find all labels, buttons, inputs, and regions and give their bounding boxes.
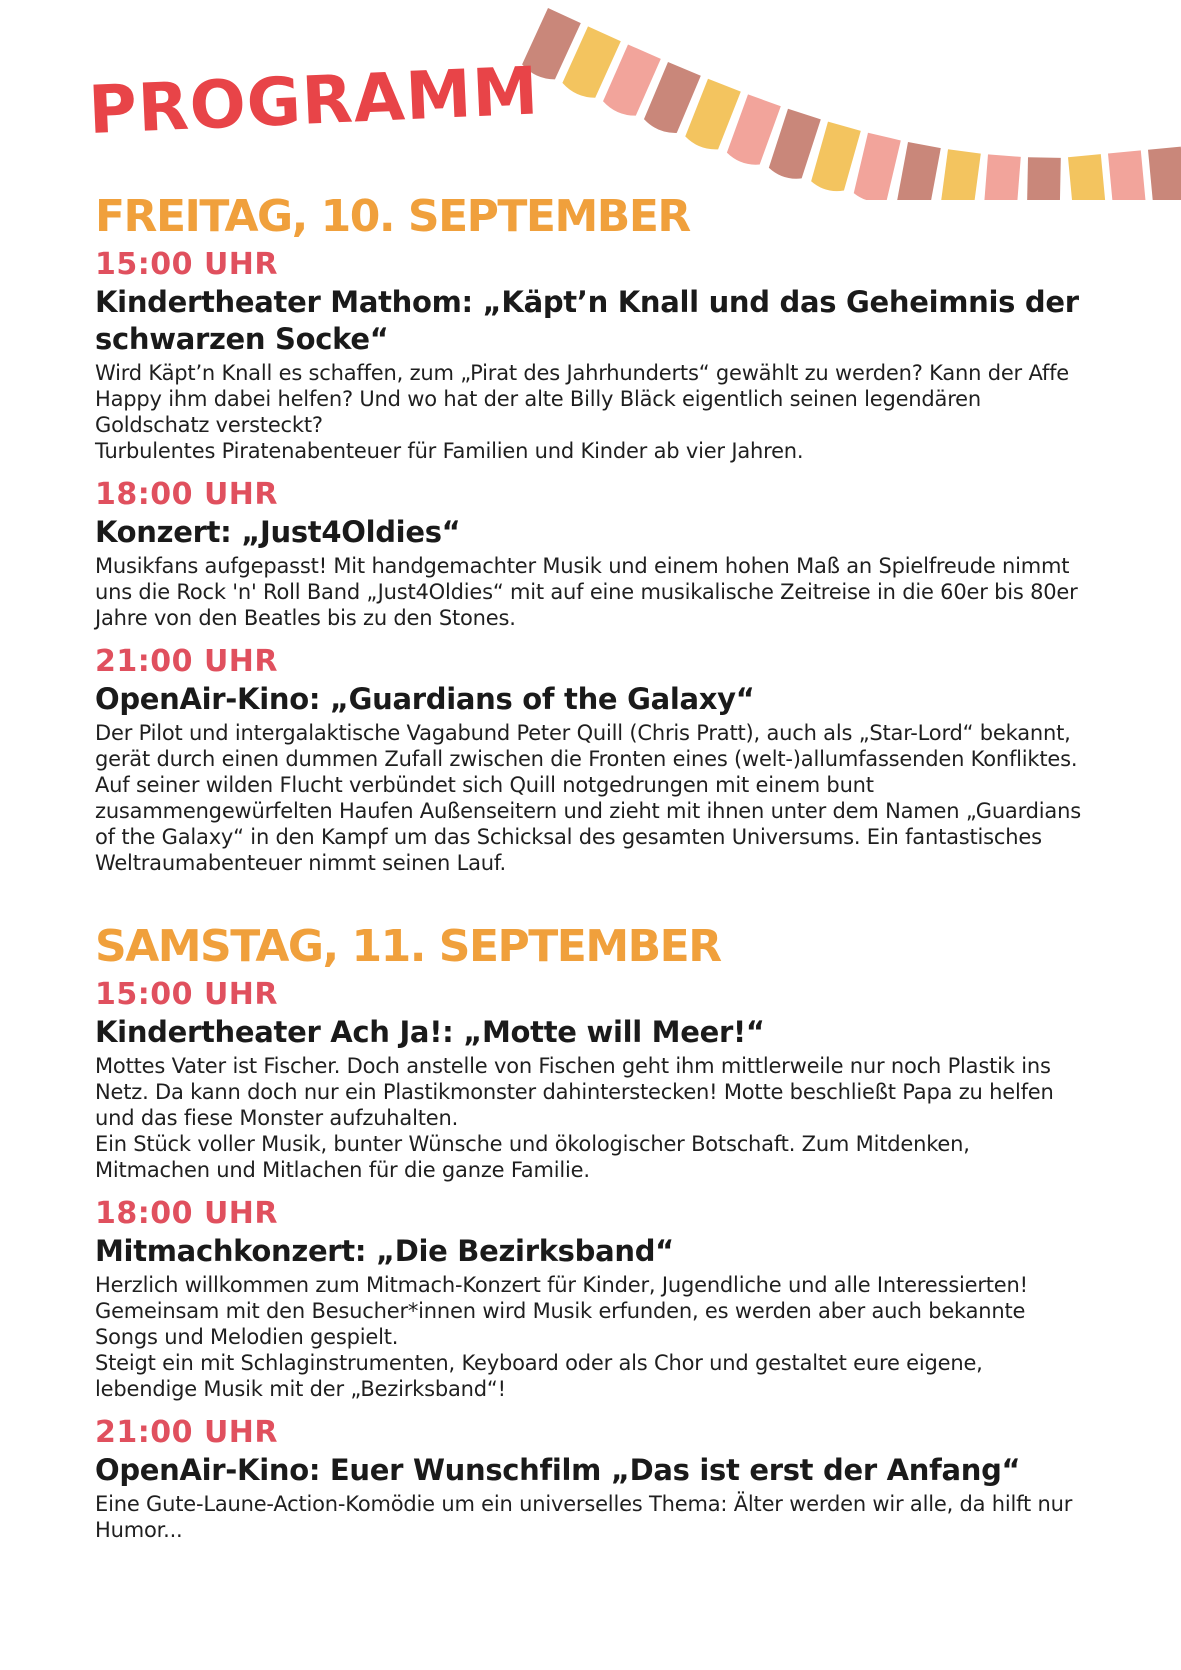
- event-item: [95, 1416, 1085, 1543]
- event-item: [95, 478, 1085, 631]
- event-description: Eine Gute-Laune-Action-Komödie um ein universelles Thema: Älter werden wir alle, da hilft nur Humor...: [95, 1492, 1073, 1542]
- event-item: [95, 248, 1085, 464]
- event-description: Der Pilot und intergalaktische Vagabund Peter Quill (Chris Pratt), auch als „Star-Lord“ bekannt, gerät durch einen dummen Zufall zwischen die Fronten eines (welt-)allumfassenden Konfliktes. Auf seiner wilden Flucht verbündet sich Quill notgedrungen mit einem bunt zusammengewürfelten Haufen Außenseitern und zieht mit ihnen unter dem Namen „Guardians of the Galaxy“ in den Kampf um das Schicksal des gesamten Universums. Ein fantastisches Weltraumabenteuer nimmt seinen Lauf.: [95, 721, 1081, 875]
- event-item: [95, 978, 1085, 1183]
- event-title: OpenAir-Kino: „Guardians of the Galaxy“: [95, 682, 755, 716]
- event-time: 18:00 UHR: [95, 1196, 279, 1231]
- event-description-extra: Turbulentes Piratenabenteuer für Familien und Kinder ab vier Jahren.: [95, 439, 804, 463]
- bunting-flag: [1108, 150, 1147, 200]
- event-description: Mottes Vater ist Fischer. Doch anstelle von Fischen geht ihm mittlerweile nur noch Plastik ins Netz. Da kann doch nur ein Plastikmonster dahinterstecken! Motte beschließt Papa zu helfen und das fiese Monster aufzuhalten.: [95, 1054, 1054, 1130]
- day-saturday: [95, 920, 1085, 1543]
- event-description-extra: Steigt ein mit Schlaginstrumenten, Keyboard oder als Chor und gestaltet eure eigene, lebendige Musik mit der „Bezirksband“!: [95, 1351, 983, 1401]
- day-friday: [95, 190, 1085, 876]
- page-title: PROGRAMM: [86, 52, 541, 149]
- bunting-flag: [1148, 147, 1181, 200]
- event-description: Wird Käpt’n Knall es schaffen, zum „Pirat des Jahrhunderts“ gewählt zu werden? Kann der Affe Happy ihm dabei helfen? Und wo hat der alte Billy Bläck eigentlich seinen legendären Goldschatz versteckt?: [95, 361, 1069, 437]
- event-title: Mitmachkonzert: „Die Bezirksband“: [95, 1234, 674, 1268]
- event-description: Herzlich willkommen zum Mitmach-Konzert für Kinder, Jugendliche und alle Interessierten! Gemeinsam mit den Besucher*innen wird Musik erfunden, es werden aber auch bekannte Songs und Melodien gespielt.: [95, 1273, 1028, 1349]
- day-heading: FREITAG, 10. SEPTEMBER: [95, 191, 690, 242]
- event-title: Konzert: „Just4Oldies“: [95, 515, 461, 549]
- day-heading: SAMSTAG, 11. SEPTEMBER: [95, 921, 721, 972]
- event-description-extra: Ein Stück voller Musik, bunter Wünsche und ökologischer Botschaft. Zum Mitdenken, Mitmachen und Mitlachen für die ganze Familie.: [95, 1132, 970, 1182]
- event-description: Musikfans aufgepasst! Mit handgemachter Musik und einem hohen Maß an Spielfreude nimmt uns die Rock 'n' Roll Band „Just4Oldies“ mit auf eine musikalische Zeitreise in die 60er bis 80er Jahre von den Beatles bis zu den Stones.: [95, 554, 1078, 630]
- bunting-flag: [811, 122, 861, 192]
- event-time: 18:00 UHR: [95, 477, 279, 512]
- bunting-flag: [769, 109, 821, 179]
- event-time: 15:00 UHR: [95, 247, 279, 282]
- event-title: Kindertheater Mathom: „Käpt’n Knall und das Geheimnis der schwarzen Socke“: [95, 285, 1079, 356]
- event-time: 15:00 UHR: [95, 977, 279, 1012]
- event-title: OpenAir-Kino: Euer Wunschfilm „Das ist erst der Anfang“: [95, 1453, 1021, 1487]
- event-item: [95, 645, 1085, 876]
- program-content: [95, 190, 1085, 1557]
- event-item: [95, 1197, 1085, 1402]
- event-time: 21:00 UHR: [95, 644, 279, 679]
- event-time: 21:00 UHR: [95, 1415, 279, 1450]
- event-title: Kindertheater Ach Ja!: „Motte will Meer!“: [95, 1015, 765, 1049]
